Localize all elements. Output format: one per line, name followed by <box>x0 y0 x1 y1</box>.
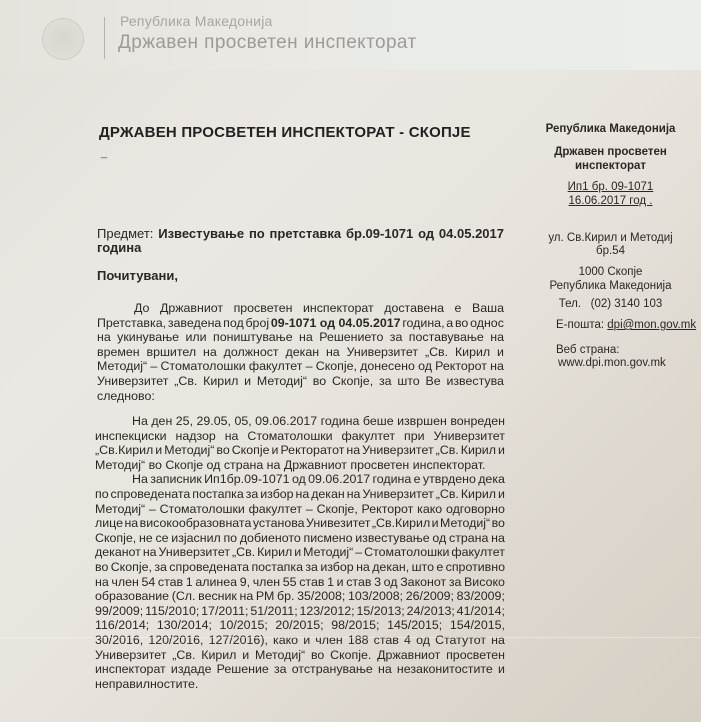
word: во <box>312 373 327 388</box>
word: Решение <box>216 662 269 677</box>
word: Државниот <box>377 647 441 662</box>
word: Ректоратот <box>280 443 345 458</box>
word: поништување <box>213 330 293 345</box>
word: Високо <box>464 574 505 589</box>
word: и <box>497 486 505 501</box>
word: на <box>378 662 392 677</box>
address-number: бр.54 <box>596 245 625 257</box>
word: на <box>95 574 109 589</box>
text-line <box>95 648 505 663</box>
letterhead-institution: Државен просветен инспекторат <box>118 32 417 53</box>
text-line <box>97 345 504 360</box>
word: 98/2015; <box>331 618 380 633</box>
word: Стоматолошки <box>159 501 245 516</box>
word: просветен <box>446 647 505 662</box>
subject-block <box>97 227 504 255</box>
heading-dash: _ <box>101 147 108 159</box>
word: и <box>271 443 279 458</box>
word: и <box>336 574 344 589</box>
word: Кирил <box>460 486 496 501</box>
text-line <box>95 516 505 531</box>
word: во <box>95 559 109 574</box>
subject-line-2: година <box>97 240 142 255</box>
word: одговорно <box>445 501 505 516</box>
text-line <box>95 443 505 458</box>
word: на <box>124 516 139 531</box>
word: „Св. <box>435 486 459 501</box>
document-date: 16.06.2017 год . <box>568 195 653 207</box>
word: што <box>397 373 420 388</box>
word: Кирил <box>257 545 293 560</box>
word: 4 <box>404 632 411 647</box>
reference-number: Ип1 бр. 09-1071 <box>567 181 654 193</box>
word: 09.06.2017 <box>255 414 318 428</box>
word: страна <box>449 530 489 545</box>
word: се <box>155 530 169 545</box>
word: деканот <box>95 545 141 560</box>
word: избор <box>320 559 354 574</box>
word: 123/2012; <box>299 603 355 618</box>
word: Унивезитет <box>306 516 371 531</box>
word: спроведената <box>169 559 250 574</box>
word: (Сл. <box>171 589 196 604</box>
sidebar-institution-line1: Државен просветен <box>554 146 667 158</box>
word: е <box>413 472 421 487</box>
word: 41/2014; <box>456 603 505 618</box>
word: 154/2015, <box>449 618 505 633</box>
word: декан <box>285 344 320 359</box>
sidebar-country: Република Македонија <box>545 123 676 135</box>
word: на <box>346 486 361 501</box>
subject-word: претставка <box>269 226 342 241</box>
subject-word: Известување <box>158 226 245 241</box>
word: декан <box>311 486 345 501</box>
word: Универзитет <box>362 486 434 501</box>
word: по <box>223 530 238 545</box>
word: од <box>418 359 432 374</box>
word: 1 <box>327 574 334 589</box>
word: факултет <box>341 428 396 443</box>
word: како <box>273 632 299 647</box>
text-line <box>95 662 505 677</box>
text-line <box>95 414 505 429</box>
word: и <box>294 545 302 560</box>
word: Универзитет <box>95 647 167 662</box>
word: и <box>497 443 505 458</box>
word: заведена <box>167 315 222 330</box>
word: на <box>142 545 157 560</box>
paragraph-2-3 <box>95 414 505 691</box>
document-heading: ДРЖАВЕН ПРОСВЕТЕН ИНСПЕКТОРАТ - СКОПЈЕ <box>99 124 471 141</box>
word: должност <box>223 344 279 359</box>
text-line <box>97 374 504 389</box>
word: година, <box>402 315 445 330</box>
word: и <box>497 662 505 677</box>
word: – <box>150 359 158 374</box>
word: на <box>491 632 505 647</box>
word: – <box>305 359 313 374</box>
word: утврдено <box>422 472 476 487</box>
word: 83/2009; <box>456 589 505 604</box>
word: 15/2013; <box>356 603 405 618</box>
word: и <box>242 647 250 662</box>
word: постапка <box>192 486 244 501</box>
text-line <box>95 560 505 575</box>
word: за <box>305 559 318 574</box>
word: за <box>448 574 462 589</box>
word: извршен <box>397 414 447 428</box>
word: член <box>111 574 139 589</box>
sidebar-city <box>520 265 701 293</box>
word: 188 <box>347 632 369 647</box>
word: од <box>416 632 430 647</box>
word: 3 <box>374 574 382 589</box>
word: 35/2008; <box>297 589 346 604</box>
word: за <box>378 373 392 388</box>
word: инспекторат <box>302 301 374 315</box>
word: став <box>346 574 372 589</box>
word: Универзитет <box>433 428 505 443</box>
word: 115/2010; <box>145 603 200 618</box>
subject-word: од <box>418 226 435 241</box>
word: е <box>436 559 444 574</box>
word: при <box>403 428 425 443</box>
word: и <box>155 443 163 458</box>
word: – <box>305 501 313 516</box>
word: образование <box>95 589 170 604</box>
word: од <box>432 530 447 545</box>
word: на <box>490 330 504 345</box>
word: Методиј“ <box>95 501 146 516</box>
word: факултет <box>248 501 303 516</box>
word: Стоматолошки <box>247 428 333 443</box>
text-line <box>95 458 505 473</box>
word: вонреден <box>450 414 505 428</box>
letterhead-country: Република Македонија <box>120 13 273 29</box>
word: 103/2008; <box>347 589 404 604</box>
word: 55 <box>282 574 297 589</box>
text-line <box>95 487 505 502</box>
word: Методиј“ <box>440 516 491 531</box>
word: и <box>431 516 439 531</box>
word: 17/2011; <box>201 603 249 618</box>
text-line <box>97 330 504 345</box>
word: записник <box>150 472 202 487</box>
word: што <box>411 559 434 574</box>
word: „Св.Кирил <box>371 516 431 531</box>
word: од <box>383 574 398 589</box>
bold-reference: 09-1071 од 04.05.2017 <box>270 315 401 330</box>
word: Методиј“ <box>255 647 306 662</box>
word: Универзитет <box>362 443 434 458</box>
word: „Св. <box>172 647 196 662</box>
word: за <box>273 662 287 677</box>
word: или <box>185 330 207 345</box>
text-line <box>95 472 505 487</box>
paper-fold-line <box>0 637 701 638</box>
word: Методиј“ <box>256 373 307 388</box>
word: факултет <box>451 545 505 560</box>
web-link[interactable]: www.dpi.mon.gov.mk <box>558 357 666 369</box>
text-line <box>95 589 505 604</box>
word: Универзитет <box>158 545 231 560</box>
address-street: ул. Св.Кирил и Методиј <box>548 232 673 244</box>
word: Решението <box>319 330 384 345</box>
word: незаконитостите <box>396 662 493 677</box>
word: известува <box>446 373 504 388</box>
word: на <box>224 428 239 443</box>
word: На <box>132 472 148 487</box>
word: Скопје, <box>331 373 374 388</box>
word: издаде <box>170 662 212 677</box>
word: 116/2014; <box>95 618 150 633</box>
sidebar-email <box>556 319 696 331</box>
word: на <box>490 359 504 374</box>
word: за <box>389 330 403 345</box>
word: е <box>454 301 462 315</box>
word: Скопје. <box>330 647 372 662</box>
word: укинување <box>117 330 180 345</box>
word: алинеа <box>195 574 238 589</box>
word: „Св. <box>232 545 256 560</box>
word: 24/2013; <box>406 603 455 618</box>
word: 25, <box>175 414 194 428</box>
text-line <box>95 575 505 590</box>
word: 10/2015; <box>219 618 268 633</box>
word: на <box>491 530 505 545</box>
word: Ве <box>425 373 441 388</box>
word: „Св. <box>174 373 198 388</box>
greeting: Почитувани, <box>97 268 178 283</box>
word: Кирил <box>203 373 239 388</box>
word: 130/2014; <box>156 618 212 633</box>
email-label: Е-пошта: <box>556 319 605 331</box>
word: во <box>491 516 505 531</box>
word: 9, <box>239 574 251 589</box>
word: став <box>373 632 399 647</box>
word: весник <box>198 589 237 604</box>
word: вршител <box>146 344 197 359</box>
word: Методиј“ во Скопје од страна на Државниот просветен инспекторат. <box>95 457 486 472</box>
word: неправилностите. <box>95 676 199 691</box>
word: спротивно <box>445 559 505 574</box>
word: Ректорот <box>435 359 487 374</box>
word: Методиј“ <box>164 443 215 458</box>
word: Државниот <box>159 301 224 315</box>
word: бр. <box>277 589 295 604</box>
word: број <box>245 315 270 330</box>
word: избор <box>260 486 294 501</box>
word: 51/2011; <box>250 603 298 618</box>
phone-label: Тел. <box>558 298 582 310</box>
word: Ваша <box>471 301 504 315</box>
text-line <box>95 545 505 560</box>
word: постапка <box>251 559 303 574</box>
phone-number: (02) 3140 103 <box>590 298 663 310</box>
word: Стоматолошки <box>160 359 246 374</box>
word: Скопје, <box>315 359 357 374</box>
word: во <box>216 443 230 458</box>
word: 20/2015; <box>275 618 324 633</box>
sidebar-institution-line2: инспекторат <box>574 160 647 172</box>
word: отстранување <box>291 662 373 677</box>
text-line <box>95 604 505 619</box>
web-label: Веб страна: <box>556 344 620 356</box>
word: на <box>239 589 254 604</box>
word: 120/2016, <box>148 632 204 647</box>
letterhead-divider <box>104 17 105 59</box>
word: донесено <box>360 359 415 374</box>
word: од <box>291 472 306 487</box>
word: 54 <box>141 574 156 589</box>
word: 1 <box>185 574 193 589</box>
sidebar-web <box>556 344 666 370</box>
address-city: 1000 Скопје <box>578 266 643 278</box>
word: година <box>372 472 412 487</box>
word: и <box>244 373 252 388</box>
word: писмено <box>303 530 353 545</box>
word: 05, <box>234 414 252 428</box>
word: на <box>325 344 340 359</box>
word: Стоматолошки <box>364 545 450 560</box>
word: РМ <box>255 589 275 604</box>
word: во <box>310 647 325 662</box>
word: година <box>320 414 360 428</box>
word: 99/2009; <box>95 603 144 618</box>
word: став <box>299 574 325 589</box>
word: времен <box>97 344 140 359</box>
word: беше <box>362 414 394 428</box>
word: – <box>148 501 156 516</box>
word: на <box>203 344 217 359</box>
word: надзор <box>175 428 216 443</box>
word: следново: <box>97 388 155 403</box>
word: по <box>95 486 109 501</box>
word: „Св.Кирил <box>95 443 154 458</box>
word: инспекторат <box>95 662 166 677</box>
word: однос <box>470 315 504 330</box>
word: 30/2016, <box>95 632 144 647</box>
sidebar-address <box>520 232 701 258</box>
word: установа <box>252 516 305 531</box>
subject-word: 04.05.2017 <box>438 226 504 241</box>
word: Законот <box>400 574 447 589</box>
word: за <box>245 486 259 501</box>
word: Скопје, <box>95 530 137 545</box>
word: Методиј“ <box>97 359 148 374</box>
word: факултет <box>248 359 303 374</box>
word: член <box>252 574 281 589</box>
word: и <box>303 632 311 647</box>
coat-of-arms-icon <box>42 18 84 60</box>
subject-word: бр.09-1071 <box>345 226 414 241</box>
word: Скопје <box>231 443 270 458</box>
word: под <box>223 315 244 330</box>
word: на <box>97 330 111 345</box>
word: став <box>157 574 184 589</box>
word: Универзитет <box>97 373 169 388</box>
word: декан, <box>372 559 410 574</box>
word: 145/2015; <box>387 618 443 633</box>
word: Кирил <box>201 647 237 662</box>
word: известување <box>355 530 430 545</box>
word: 127/2016), <box>208 632 268 647</box>
word: добиеното <box>239 530 301 545</box>
word: – <box>355 545 363 560</box>
paragraph-1 <box>97 301 504 403</box>
subject-label: Предмет: <box>97 226 154 241</box>
word: и <box>497 344 504 359</box>
word: а <box>446 315 454 330</box>
word: 09.06.2017 <box>308 472 371 487</box>
text-line <box>95 677 505 692</box>
word: Кирил <box>460 443 496 458</box>
word: поставување <box>408 330 484 345</box>
word: Скопје, <box>316 501 358 516</box>
text-line <box>97 301 504 316</box>
word: дека <box>478 472 505 487</box>
text-line <box>95 633 505 648</box>
word: за <box>154 559 167 574</box>
word: високообразовната <box>139 516 252 531</box>
word: Ип1бр.09-1071 <box>204 472 290 487</box>
word: не <box>138 530 153 545</box>
word: Универзитет <box>346 344 419 359</box>
text-line <box>95 618 505 633</box>
word: на <box>295 486 310 501</box>
word: лице <box>95 516 123 531</box>
word: на <box>299 330 313 345</box>
email-link[interactable]: dpi@mon.gov.mk <box>607 319 697 331</box>
word: 29.05, <box>196 414 231 428</box>
word: член <box>315 632 343 647</box>
word: ден <box>151 414 173 428</box>
text-line <box>95 531 505 546</box>
word: во <box>454 315 469 330</box>
word: инспекциски <box>95 428 167 443</box>
word: 26/2009; <box>405 589 454 604</box>
word: „Св. <box>424 344 449 359</box>
word: Скопје, <box>110 559 152 574</box>
word: како <box>417 501 443 516</box>
word: на <box>346 443 361 458</box>
word: До <box>134 301 150 315</box>
sidebar-phone <box>520 298 701 310</box>
word: Методиј“ <box>303 545 354 560</box>
subject-line-1 <box>97 227 504 241</box>
text-line <box>97 389 504 404</box>
text-line <box>95 429 505 444</box>
sidebar-institution <box>520 145 701 173</box>
word: просветен <box>233 301 293 315</box>
subject-word: по <box>248 226 265 241</box>
word: спроведената <box>110 486 191 501</box>
word: на <box>356 559 370 574</box>
text-line <box>95 502 505 517</box>
word: „Св. <box>435 443 459 458</box>
word: изјаснил <box>171 530 221 545</box>
text-line <box>97 316 504 331</box>
address-country: Република Македонија <box>549 280 672 292</box>
word: Кирил <box>454 344 491 359</box>
word: доставена <box>384 301 445 315</box>
word: Претставка, <box>97 315 167 330</box>
word: Ректорот <box>361 501 414 516</box>
word: Статутот <box>435 632 487 647</box>
text-line <box>97 359 504 374</box>
word: На <box>132 414 148 428</box>
